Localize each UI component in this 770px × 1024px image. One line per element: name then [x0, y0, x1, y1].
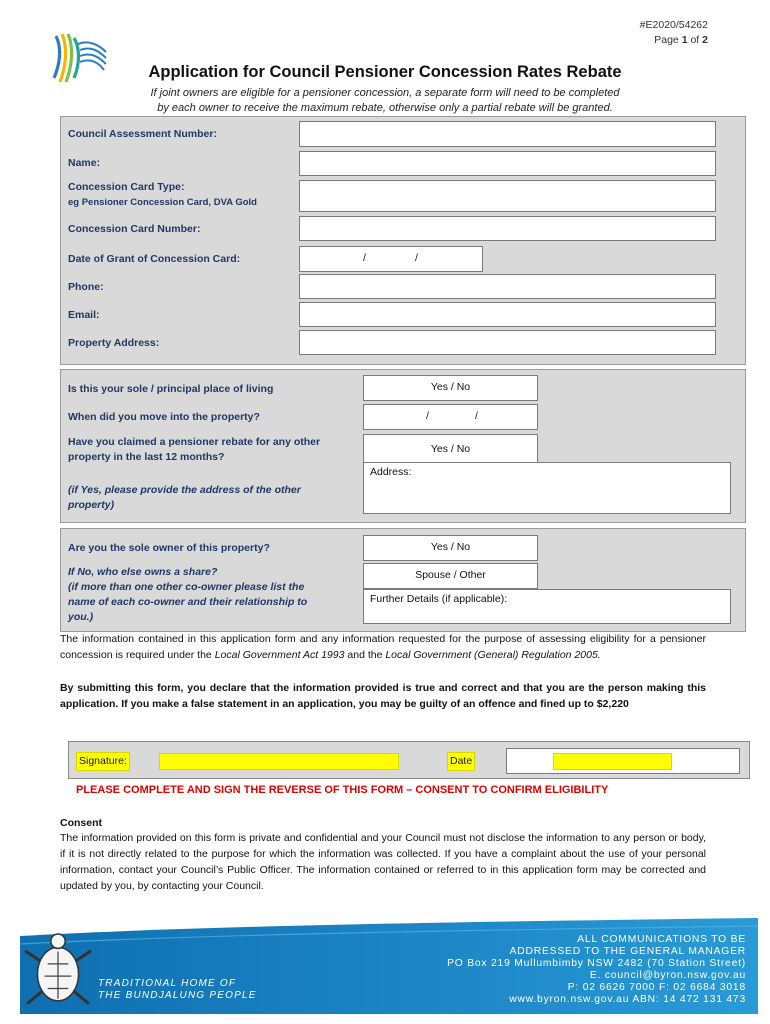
- signature-label: Signature:: [76, 752, 130, 771]
- consent-heading: Consent: [60, 817, 102, 829]
- grant-date-label: Date of Grant of Concession Card:: [68, 253, 241, 265]
- name-label: Name:: [68, 157, 101, 169]
- email-label: Email:: [68, 309, 100, 321]
- date-separator: /: [426, 410, 429, 422]
- other-property-address-field[interactable]: [363, 462, 731, 514]
- email-field[interactable]: [299, 302, 716, 327]
- further-details-field[interactable]: [363, 589, 731, 624]
- council-contact-details: ALL COMMUNICATIONS TO BE ADDRESSED TO THE GENERAL MANAGER PO Box 219 Mullumbimby NSW 2482 (70 Station Street) E. council@byron.nsw.gov.au P: 02 6626 7000 F: 02 6684 3018 www.byron.nsw.gov.au ABN: 14 472 131 473: [447, 934, 746, 1005]
- council-email: E. council@byron.nsw.gov.au: [589, 970, 746, 981]
- declaration-text: By submitting this form, you declare that the information provided is true and correct and that you are the person making this application. If you make a false statement in an application, you may be guilty of an offence and fined up to $2,220: [60, 682, 706, 710]
- property-address-field[interactable]: [299, 330, 716, 355]
- legal-information: The information contained in this application form and any information requested for the purpose of assessing eligibility for a pensioner concession is required under the Local Government Act 1993 and the Local Government (General) Regulation 2005.: [60, 633, 706, 661]
- form-title: Application for Council Pensioner Concession Rates Rebate: [148, 63, 622, 81]
- card-type-label: Concession Card Type: eg Pensioner Concession Card, DVA Gold: [68, 181, 257, 208]
- turtle-icon: [22, 928, 94, 1012]
- sole-owner-field[interactable]: Yes / No: [363, 535, 538, 561]
- card-number-field[interactable]: [299, 216, 716, 241]
- page-indicator: Page 1 of 2: [654, 34, 708, 46]
- property-address-label: Property Address:: [68, 337, 160, 349]
- phone-field[interactable]: [299, 274, 716, 299]
- document-reference: [640, 18, 708, 48]
- previous-rebate-label: Have you claimed a pensioner rebate for any other property in the last 12 months?: [68, 436, 321, 463]
- address-box-label: Address:: [370, 466, 412, 478]
- moved-in-date-label: When did you move into the property?: [68, 411, 260, 423]
- date-label: Date: [447, 752, 475, 771]
- other-property-hint: (if Yes, please provide the address of the other property): [68, 484, 301, 511]
- card-type-field[interactable]: [299, 180, 716, 212]
- ref-number: #E2020/54262: [639, 19, 708, 31]
- act-name: Local Government Act 1993: [214, 649, 345, 661]
- sole-owner-label: Are you the sole owner of this property?: [68, 542, 270, 554]
- traditional-owners-text: TRADITIONAL HOME OF THE BUNDJALUNG PEOPLE: [98, 978, 257, 1001]
- further-details-label: Further Details (if applicable):: [370, 593, 508, 605]
- signature-field[interactable]: [159, 753, 399, 770]
- phone-label: Phone:: [68, 281, 104, 293]
- consent-text: The information provided on this form is private and confidential and your Council must not disclose the information to any person or body, if it is not directly related to the purpose for which the information was collected. If you have a complaint about the use of your personal information, contact your Council’s Public Officer. The information contained or referred to in this application form may be corrected and updated by you, by contacting your Council.: [60, 832, 706, 892]
- moved-in-date-field[interactable]: [363, 404, 538, 430]
- co-owner-hint: If No, who else owns a share? (if more than one other co-owner please list the name of each co-owner and their relationship to you.): [68, 566, 308, 623]
- reverse-side-notice: PLEASE COMPLETE AND SIGN THE REVERSE OF THIS FORM – CONSENT TO CONFIRM ELIGIBILITY: [76, 784, 609, 796]
- assessment-number-label: Council Assessment Number:: [68, 128, 217, 140]
- date-separator: /: [415, 252, 418, 264]
- assessment-number-field[interactable]: [299, 121, 716, 147]
- regulation-name: Local Government (General) Regulation 2005.: [385, 649, 601, 661]
- principal-residence-field[interactable]: Yes / No: [363, 375, 538, 401]
- previous-rebate-field[interactable]: Yes / No: [363, 434, 538, 463]
- council-phone-fax: P: 02 6626 7000 F: 02 6684 3018: [567, 982, 746, 993]
- name-field[interactable]: [299, 151, 716, 176]
- date-field[interactable]: [553, 753, 672, 770]
- date-separator: /: [363, 252, 366, 264]
- grant-date-field[interactable]: [299, 246, 483, 272]
- card-number-label: Concession Card Number:: [68, 223, 201, 235]
- co-owner-relationship-field[interactable]: Spouse / Other: [363, 563, 538, 589]
- council-website-abn: www.byron.nsw.gov.au ABN: 14 472 131 473: [509, 994, 746, 1005]
- principal-residence-label: Is this your sole / principal place of living: [68, 383, 274, 395]
- date-separator: /: [475, 410, 478, 422]
- form-subtitle: If joint owners are eligible for a pensioner concession, a separate form will need to be completed by each owner to receive the maximum rebate, otherwise only a partial rebate will be granted.: [150, 87, 620, 114]
